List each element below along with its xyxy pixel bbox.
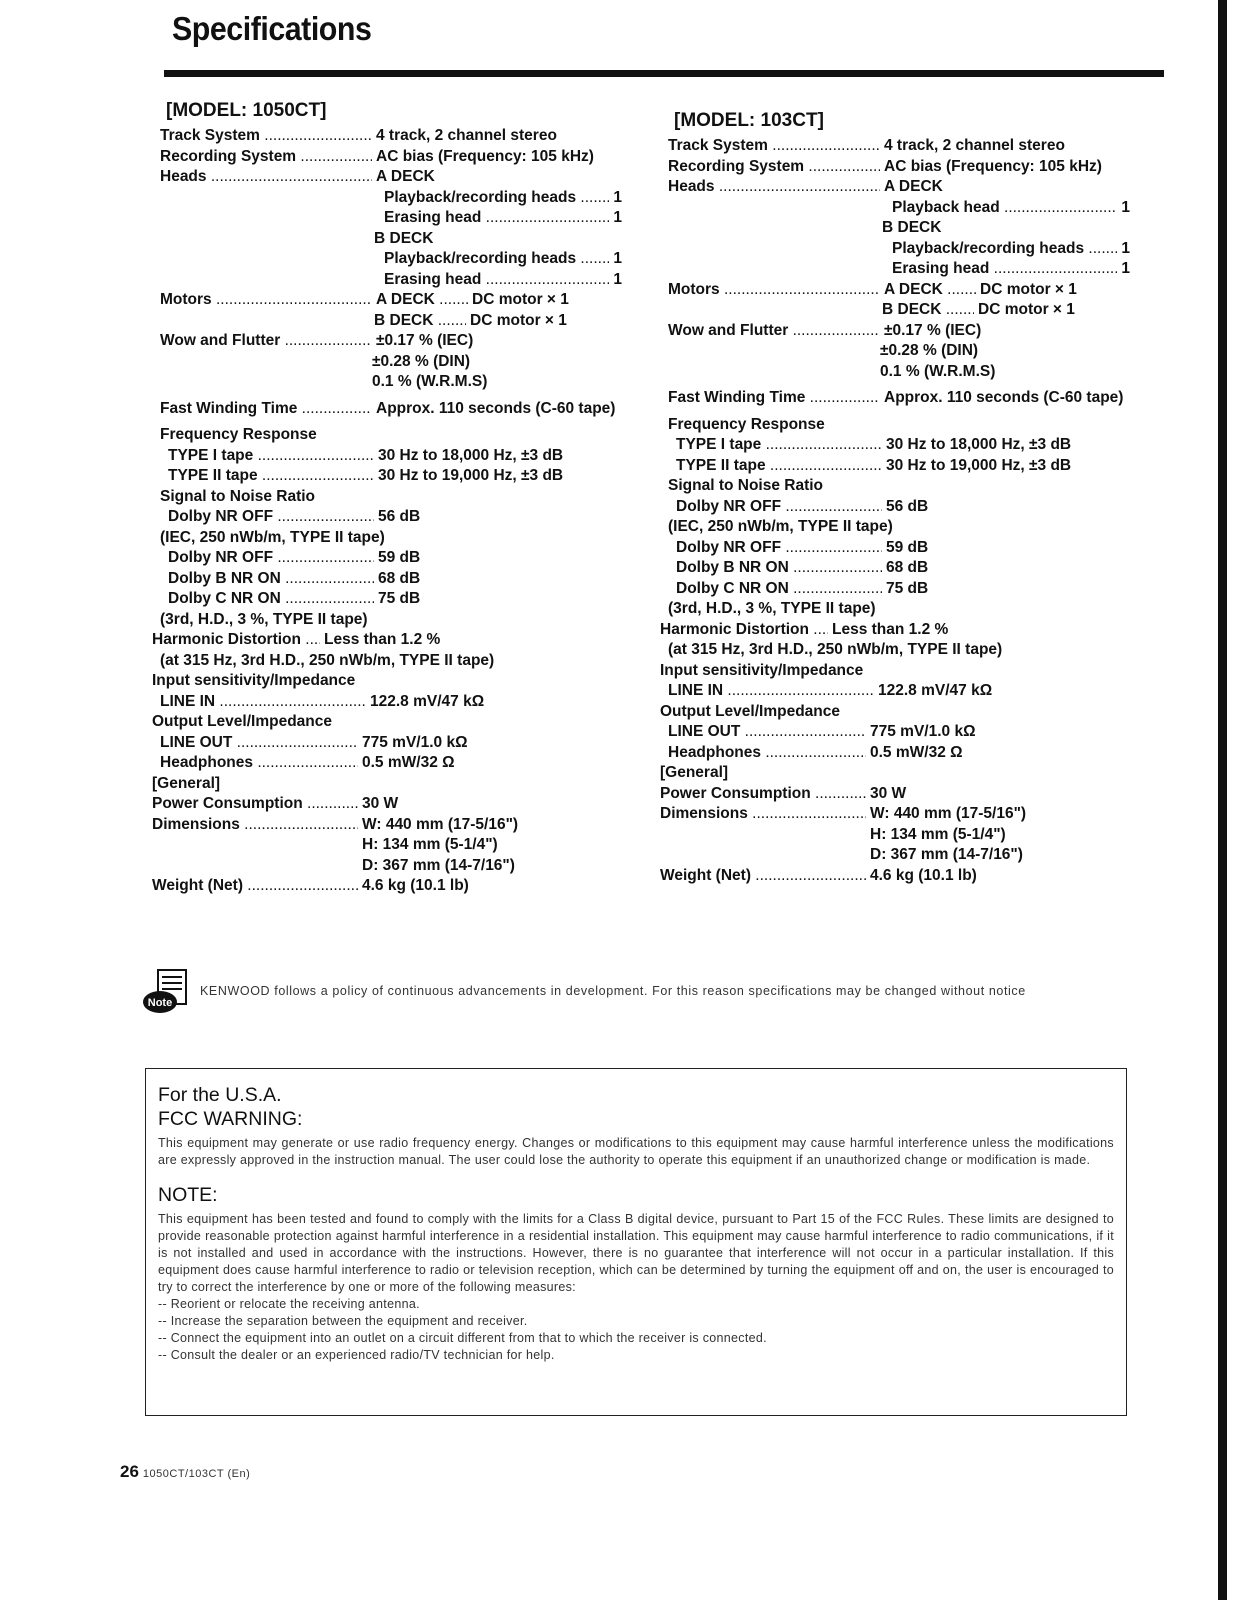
spec-label: Dolby NR OFF .....: [668, 538, 882, 559]
spec-value: 68 dB: [378, 569, 421, 587]
spec-value: 122.8 mV/47 kΩ: [370, 692, 485, 710]
head-item: [152, 249, 622, 270]
spec-row-motors: [152, 290, 622, 311]
spec-value: 4.6 kg (10.1 lb): [870, 866, 977, 884]
spec-row-line-out: [660, 722, 1130, 743]
note-section: [140, 968, 1120, 1016]
fcc-warning-title: FCC WARNING:: [158, 1108, 303, 1130]
spec-row-dimensions: [660, 804, 1130, 825]
fcc-warning-box: [145, 1068, 1127, 1416]
spec-heading: Frequency Response: [160, 426, 317, 443]
spec-value: ±0.17 % (IEC): [884, 321, 982, 339]
spec-label: Recording System .....: [160, 147, 372, 168]
head-item-qty: 1: [613, 209, 622, 226]
spec-label: LINE OUT .....: [160, 733, 358, 754]
spec-value: 30 W: [870, 784, 907, 802]
spec-heading: Signal to Noise Ratio: [160, 487, 316, 505]
spec-row-type1: [152, 446, 622, 467]
motor-value: DC motor × 1: [980, 280, 1077, 298]
spec-row-motors-b: [152, 311, 622, 332]
spec-value: 4 track, 2 channel stereo: [884, 137, 1065, 154]
spec-label: Dolby C NR ON .....: [160, 589, 374, 610]
head-item-label: Erasing head .....: [384, 270, 609, 291]
motor-value: DC motor × 1: [470, 311, 567, 329]
spec-label: Dolby C NR ON .....: [668, 579, 882, 600]
spec-value: 30 Hz to 18,000 Hz, ±3 dB: [378, 446, 564, 464]
head-item: [660, 239, 1130, 260]
spec-label: Dolby B NR ON .....: [160, 569, 374, 590]
spec-value: 56 dB: [886, 497, 929, 515]
spec-label: Wow and Flutter .....: [160, 331, 372, 352]
spec-label: Weight (Net) .....: [660, 866, 866, 887]
spec-row-weight: [660, 866, 1130, 887]
fcc-measures-list: [158, 1296, 1114, 1364]
spec-value: H: 134 mm (5-1/4"): [362, 836, 498, 853]
spec-row-line-out: [152, 733, 622, 754]
spec-row-dolby-b: [152, 569, 622, 590]
spec-row-motors: [660, 280, 1130, 301]
spec-row-track-system: [660, 136, 1130, 157]
spec-value: 0.1 % (W.R.M.S): [372, 373, 488, 390]
spec-row-recording-system: [660, 157, 1130, 178]
head-item: [152, 208, 622, 229]
spec-heading: Input sensitivity/Impedance: [152, 672, 356, 689]
spec-label: Motors .....: [160, 290, 372, 311]
spec-heading: [General]: [152, 774, 221, 792]
deck-label: B DECK .....: [374, 311, 466, 332]
spec-value: 30 W: [362, 795, 399, 812]
spec-value: Less than 1.2 %: [324, 631, 441, 648]
spec-condition: (3rd, H.D., 3 %, TYPE II tape): [668, 600, 876, 617]
spec-value: Approx. 110 seconds (C-60 tape): [376, 399, 616, 417]
spec-value: 30 Hz to 19,000 Hz, ±3 dB: [378, 467, 564, 484]
spec-row-dolby-c: [152, 589, 622, 610]
list-item: -- Increase the separation between the equipment and receiver.: [158, 1313, 1114, 1330]
spec-row-line-in: [660, 681, 1130, 702]
spec-row-line-in: [152, 692, 622, 713]
spec-column-103ct: [660, 108, 1130, 886]
deck-label: A DECK .....: [372, 290, 468, 311]
spec-heading: Input sensitivity/Impedance: [660, 661, 864, 679]
spec-value: 59 dB: [378, 549, 421, 566]
head-item: [152, 270, 622, 291]
spec-label: TYPE II tape .....: [160, 466, 374, 487]
spec-value: D: 367 mm (14-7/16"): [362, 856, 515, 874]
spec-value: 0.5 mW/32 Ω: [362, 754, 455, 771]
spec-value: ±0.17 % (IEC): [376, 332, 474, 349]
spec-label: Headphones .....: [160, 753, 358, 774]
deck-label: B DECK: [374, 229, 434, 247]
head-item-qty: 1: [1121, 260, 1130, 277]
title-rule: [164, 70, 1164, 77]
spec-row-recording-system: [152, 147, 622, 168]
note-text: KENWOOD follows a policy of continuous advancements in development. For this reason specifications may be changed without notice: [200, 984, 1026, 998]
spec-value: 0.5 mW/32 Ω: [870, 743, 963, 761]
spec-label: Motors .....: [668, 280, 880, 301]
head-item-label: Erasing head .....: [892, 259, 1117, 280]
head-item-label: Playback head .....: [892, 198, 1117, 219]
deck-label: A DECK .....: [880, 280, 976, 301]
spec-row-headphones: [660, 743, 1130, 764]
spec-row-power: [152, 794, 622, 815]
page-footer: [120, 1462, 250, 1482]
spec-column-1050ct: [152, 98, 622, 897]
spec-row-track-system: [152, 126, 622, 147]
spec-label: Track System .....: [668, 136, 880, 157]
spec-label: Power Consumption .....: [152, 794, 358, 815]
spec-label: LINE IN .....: [668, 681, 874, 702]
spec-condition: (IEC, 250 nWb/m, TYPE II tape): [160, 528, 385, 546]
spec-heading: Output Level/Impedance: [152, 713, 333, 730]
spec-condition: (at 315 Hz, 3rd H.D., 250 nWb/m, TYPE II tape): [668, 641, 1003, 658]
head-item-label: Playback/recording heads .....: [384, 188, 609, 209]
fcc-region: For the U.S.A.: [158, 1084, 282, 1106]
spec-label: Wow and Flutter .....: [668, 321, 880, 342]
spec-value: 56 dB: [378, 508, 421, 525]
spec-label: Harmonic Distortion .....: [660, 620, 828, 641]
spec-label: Dolby NR OFF .....: [160, 507, 374, 528]
spec-row-dolby-off: [152, 548, 622, 569]
spec-value: 775 mV/1.0 kΩ: [362, 733, 468, 751]
spec-label: Dolby NR OFF .....: [160, 548, 374, 569]
spec-value: 30 Hz to 18,000 Hz, ±3 dB: [886, 436, 1072, 453]
head-item-qty: 1: [1121, 198, 1130, 216]
spec-value: D: 367 mm (14-7/16"): [870, 846, 1023, 863]
spec-value: A DECK: [376, 168, 435, 185]
spec-value: AC bias (Frequency: 105 kHz): [884, 157, 1102, 175]
spec-row-harmonic: [152, 630, 622, 651]
model-heading: [MODEL: 103CT]: [674, 110, 824, 131]
page-title: Specifications: [172, 10, 372, 47]
document-code: 1050CT/103CT (En): [142, 1468, 251, 1480]
spec-value: W: 440 mm (17-5/16"): [870, 805, 1027, 822]
spec-row-harmonic: [660, 620, 1130, 641]
spec-row-wow-flutter: [152, 331, 622, 352]
spec-label: Recording System .....: [668, 157, 880, 178]
spec-condition: (at 315 Hz, 3rd H.D., 250 nWb/m, TYPE II tape): [160, 651, 495, 669]
note-icon-label: Note: [147, 997, 173, 1009]
spec-value: Less than 1.2 %: [832, 620, 949, 638]
spec-condition: (IEC, 250 nWb/m, TYPE II tape): [668, 518, 893, 535]
spec-label: Dolby B NR ON .....: [668, 558, 882, 579]
list-item: -- Connect the equipment into an outlet on a circuit different from that to which the receiver is connected.: [158, 1330, 1114, 1347]
spec-value: AC bias (Frequency: 105 kHz): [376, 147, 594, 165]
motor-value: DC motor × 1: [978, 301, 1075, 318]
head-item: [660, 259, 1130, 280]
spec-row-dolby-off: [660, 538, 1130, 559]
spec-row-dolby-b: [660, 558, 1130, 579]
page-number: 26: [120, 1462, 139, 1481]
spec-label: Dolby NR OFF .....: [668, 497, 882, 518]
spec-row-type1: [660, 435, 1130, 456]
spec-label: Heads .....: [160, 167, 372, 188]
head-item-qty: 1: [613, 250, 622, 267]
head-item-label: Playback/recording heads .....: [384, 249, 609, 270]
spec-row-dolby-off: [660, 497, 1130, 518]
fcc-note-text: This equipment has been tested and found to comply with the limits for a Class B digital device, pursuant to Part 15 of the FCC Rules. These limits are designed to provide reasonable protection against harmful interference in a residential installation. This equipment may cause harmful interference to radio communications, if it is not installed and used in accordance with the instructions. However, there is no guarantee that interference will not occur in a particular installation. If this equipment does cause harmful interference to radio or television reception, which can be determined by turning the equipment off and on, the user is encouraged to try to correct the interference by one or more of the following measures:: [158, 1212, 1114, 1294]
spec-label: Dimensions .....: [152, 815, 358, 836]
spec-label: Fast Winding Time .....: [668, 388, 880, 409]
spec-heading: Signal to Noise Ratio: [668, 477, 824, 494]
spec-value: 122.8 mV/47 kΩ: [878, 682, 993, 699]
head-item: [152, 188, 622, 209]
spec-row-headphones: [152, 753, 622, 774]
spec-label: LINE IN .....: [160, 692, 366, 713]
spec-heading: [General]: [660, 764, 729, 781]
note-icon: [140, 968, 192, 1016]
list-item: -- Consult the dealer or an experienced radio/TV technician for help.: [158, 1347, 1114, 1364]
deck-label: B DECK: [882, 219, 942, 236]
spec-value: ±0.28 % (DIN): [880, 342, 979, 359]
spec-label: Heads .....: [668, 177, 880, 198]
spec-label: Weight (Net) .....: [152, 876, 358, 897]
spec-row-weight: [152, 876, 622, 897]
spec-row-wow-flutter: [660, 321, 1130, 342]
spec-value: H: 134 mm (5-1/4"): [870, 825, 1006, 843]
spec-value: 0.1 % (W.R.M.S): [880, 362, 996, 380]
spec-row-type2: [152, 466, 622, 487]
spec-label: Power Consumption .....: [660, 784, 866, 805]
spec-value: ±0.28 % (DIN): [372, 352, 471, 370]
spec-value: W: 440 mm (17-5/16"): [362, 815, 519, 833]
spec-value: Approx. 110 seconds (C-60 tape): [884, 389, 1124, 406]
spec-row-fast-winding: [660, 388, 1130, 409]
spec-label: TYPE II tape .....: [668, 456, 882, 477]
list-item: -- Reorient or relocate the receiving antenna.: [158, 1296, 1114, 1313]
head-item-qty: 1: [613, 188, 622, 206]
spec-condition: (3rd, H.D., 3 %, TYPE II tape): [160, 610, 368, 628]
spec-row-dimensions: [152, 815, 622, 836]
head-item: [660, 198, 1130, 219]
spec-label: Dimensions .....: [660, 804, 866, 825]
spec-label: Fast Winding Time .....: [160, 399, 372, 420]
spec-row-dolby-off: [152, 507, 622, 528]
spec-value: 75 dB: [886, 579, 929, 597]
spec-row-heads: [152, 167, 622, 188]
spec-label: LINE OUT .....: [668, 722, 866, 743]
spec-heading: Output Level/Impedance: [660, 702, 841, 720]
spec-row-power: [660, 784, 1130, 805]
spec-row-fast-winding: [152, 399, 622, 420]
spec-heading: Frequency Response: [668, 415, 825, 433]
spec-value: 775 mV/1.0 kΩ: [870, 723, 976, 740]
spec-row-dolby-c: [660, 579, 1130, 600]
model-heading: [MODEL: 1050CT]: [166, 100, 327, 121]
fcc-note-title: NOTE:: [158, 1184, 218, 1206]
spec-row-heads: [660, 177, 1130, 198]
spec-label: Headphones .....: [668, 743, 866, 764]
spec-label: TYPE I tape .....: [668, 435, 882, 456]
motor-value: DC motor × 1: [472, 291, 569, 308]
spec-value: 75 dB: [378, 590, 421, 607]
spec-value: 4.6 kg (10.1 lb): [362, 877, 469, 894]
spec-value: 59 dB: [886, 538, 929, 556]
spec-label: Harmonic Distortion .....: [152, 630, 320, 651]
spec-label: Track System .....: [160, 126, 372, 147]
head-item-label: Playback/recording heads .....: [892, 239, 1117, 260]
deck-label: B DECK .....: [882, 300, 974, 321]
spec-value: 30 Hz to 19,000 Hz, ±3 dB: [886, 456, 1072, 474]
spec-value: A DECK: [884, 178, 943, 195]
head-item-label: Erasing head .....: [384, 208, 609, 229]
spec-value: 68 dB: [886, 559, 929, 576]
spec-row-motors-b: [660, 300, 1130, 321]
spec-row-type2: [660, 456, 1130, 477]
page-edge-bar: [1218, 0, 1227, 1600]
fcc-warning-text: This equipment may generate or use radio frequency energy. Changes or modifications to this equipment may cause harmful interference unless the modifications are expressly approved in the instruction manual. The user could lose the authority to operate this equipment if an unauthorized change or modification is made.: [158, 1136, 1114, 1167]
head-item-qty: 1: [1121, 239, 1130, 257]
head-item-qty: 1: [613, 270, 622, 288]
spec-value: 4 track, 2 channel stereo: [376, 127, 557, 144]
spec-label: TYPE I tape .....: [160, 446, 374, 467]
